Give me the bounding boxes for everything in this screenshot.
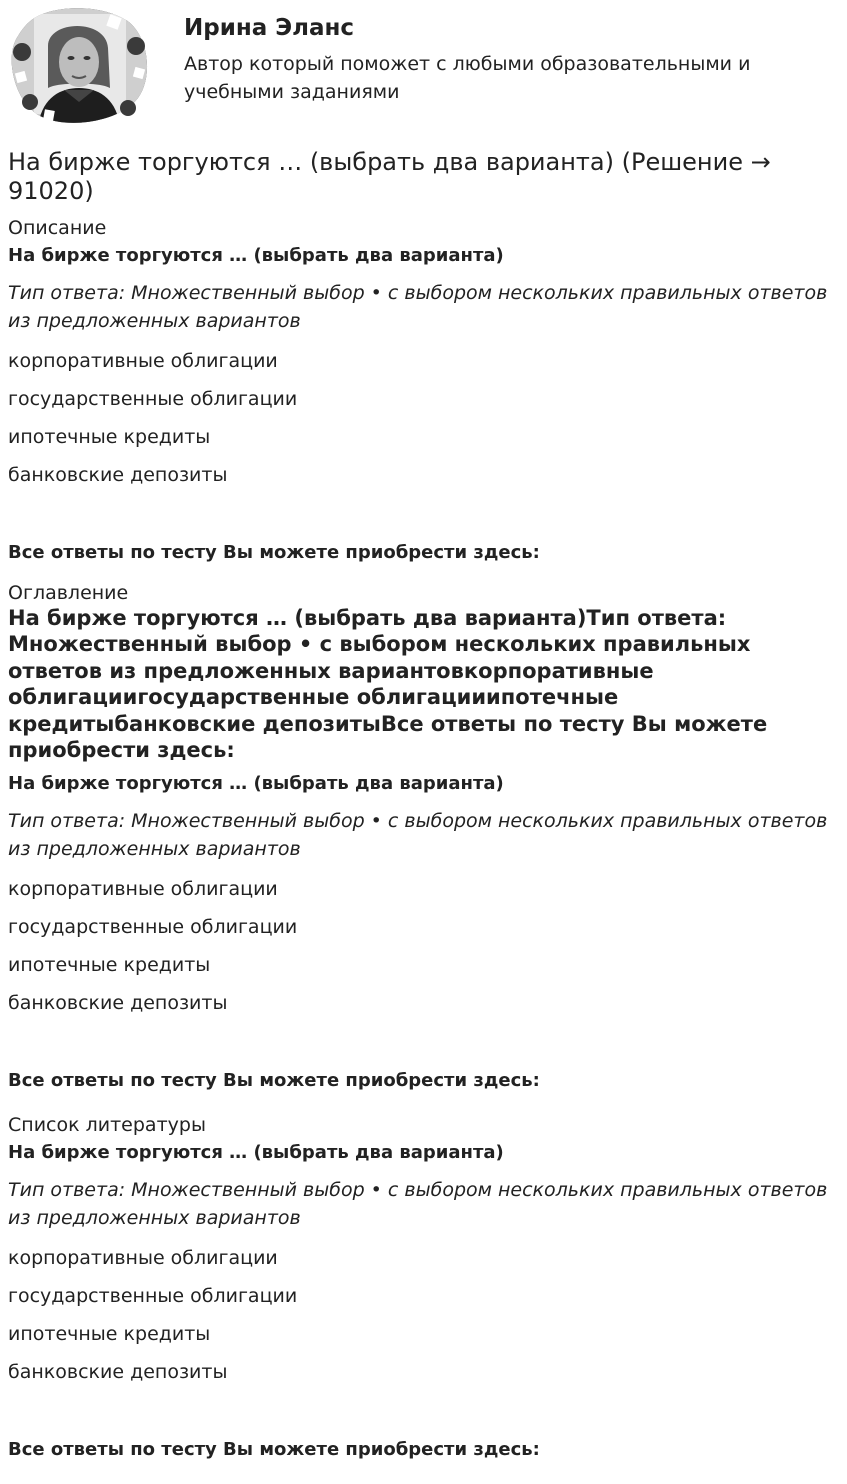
answer-option: ипотечные кредиты bbox=[8, 954, 211, 976]
answer-option: банковские депозиты bbox=[8, 992, 228, 1014]
page-title: На бирже торгуются … (выбрать два варианта) (Решение → 91020) bbox=[8, 148, 771, 205]
toc-label: Оглавление bbox=[8, 582, 129, 604]
answer-option: ипотечные кредиты bbox=[8, 1323, 211, 1345]
answer-type: Тип ответа: Множественный выбор • с выбором нескольких правильных ответов из предложенных вариантов bbox=[8, 1179, 828, 1229]
literature-label: Список литературы bbox=[8, 1114, 206, 1136]
question-title: На бирже торгуются … (выбрать два варианта) bbox=[8, 773, 504, 794]
answer-option: государственные облигации bbox=[8, 916, 298, 938]
answer-option: корпоративные облигации bbox=[8, 350, 278, 372]
answer-option: банковские депозиты bbox=[8, 464, 228, 486]
buy-answers-text: Все ответы по тесту Вы можете приобрести здесь: bbox=[8, 542, 540, 563]
toc-section bbox=[8, 581, 839, 763]
answer-option: банковские депозиты bbox=[8, 1361, 228, 1383]
question-title: На бирже торгуются … (выбрать два варианта) bbox=[8, 1142, 504, 1163]
author-description: Автор который поможет с любыми образовательными и учебными заданиями bbox=[184, 53, 751, 103]
answer-type: Тип ответа: Множественный выбор • с выбором нескольких правильных ответов из предложенных вариантов bbox=[8, 810, 828, 860]
buy-answers-text: Все ответы по тесту Вы можете приобрести здесь: bbox=[8, 1070, 540, 1091]
toc-heading: На бирже торгуются … (выбрать два варианта)Тип ответа: Множественный выбор • с выбором нескольких правильных ответов из предложенных вариантовкорпоративные облигациигосударственные облигацииипотечные кредитыбанковские депозитыВсе ответы по тесту Вы можете приобрести здесь: bbox=[8, 606, 768, 763]
answer-option: государственные облигации bbox=[8, 388, 298, 410]
author-name[interactable]: Ирина Эланс bbox=[184, 15, 355, 41]
answer-option: государственные облигации bbox=[8, 1285, 298, 1307]
answer-type: Тип ответа: Множественный выбор • с выбором нескольких правильных ответов из предложенных вариантов bbox=[8, 282, 828, 332]
description-label: Описание bbox=[8, 217, 107, 239]
toc-question-section bbox=[8, 772, 839, 1093]
literature-section bbox=[8, 1113, 839, 1462]
author-header bbox=[8, 6, 839, 126]
buy-answers-text: Все ответы по тесту Вы можете приобрести здесь: bbox=[8, 1439, 540, 1460]
answer-option: корпоративные облигации bbox=[8, 878, 278, 900]
answer-option: ипотечные кредиты bbox=[8, 426, 211, 448]
author-avatar bbox=[8, 6, 150, 126]
description-section bbox=[8, 216, 839, 565]
answer-option: корпоративные облигации bbox=[8, 1247, 278, 1269]
question-title: На бирже торгуются … (выбрать два варианта) bbox=[8, 245, 504, 266]
